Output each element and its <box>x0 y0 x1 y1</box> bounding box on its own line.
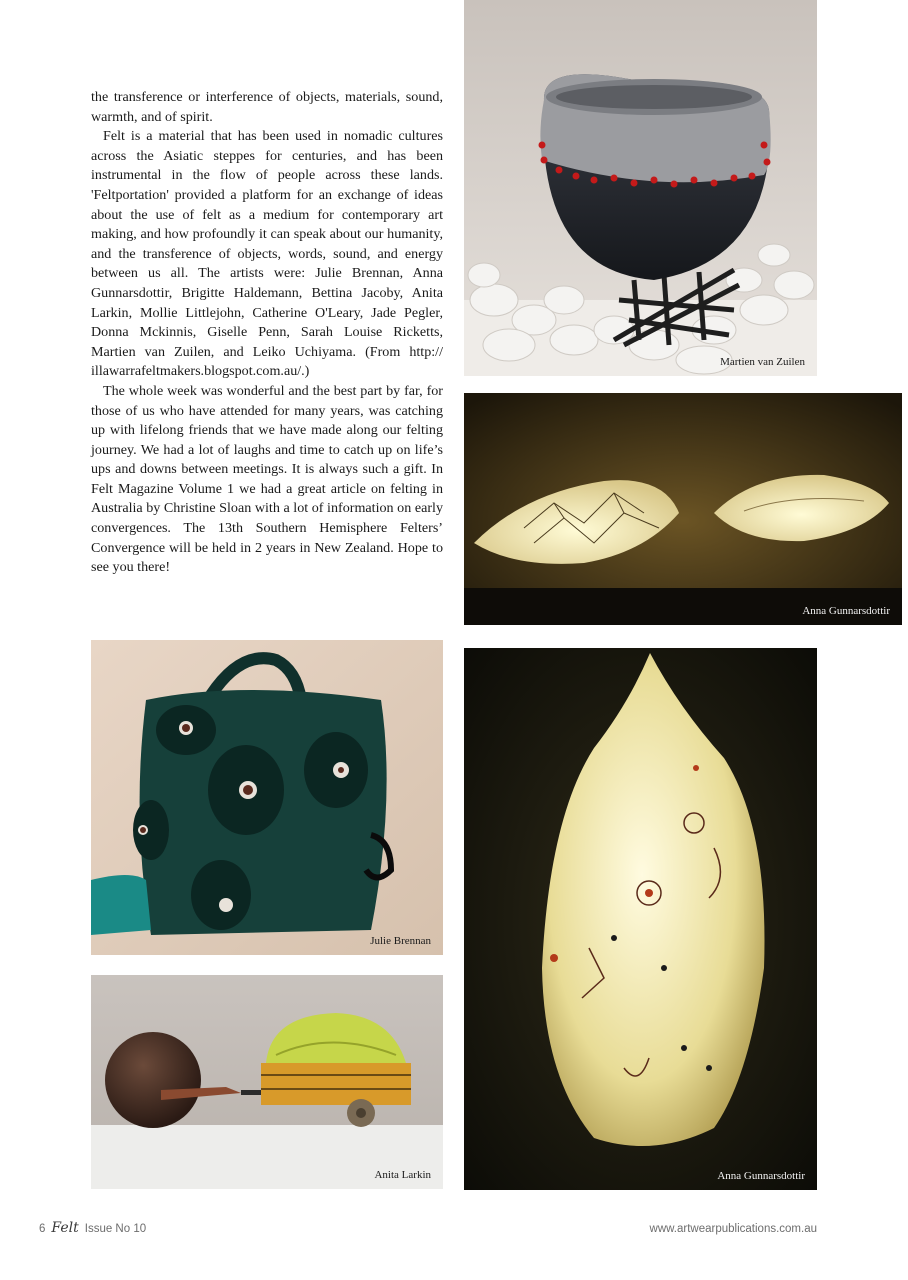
photo-caption: Martien van Zuilen <box>720 356 805 368</box>
page-number: 6 <box>39 1223 46 1235</box>
photo-caption: Anna Gunnarsdottir <box>802 605 890 617</box>
photo-felt-cart <box>91 975 443 1189</box>
article-body <box>91 88 443 578</box>
photo-glowing-pods <box>464 393 902 625</box>
photo-felt-bowl <box>464 0 817 376</box>
article-paragraph: Felt is a material that has been used in nomadic cultures across the Asiatic steppes for centuries, and has been instrumental in the flow of people across these lands. 'Feltportation' provided a platform for an exchange of ideas about the use of felt as a medium for contemporary art making, and how profoundly it can speak about our humanity, and the transference of objects, words, sound, and energy between us all. The artists were: Julie Brennan, Anna Gunnarsdottir, Brigitte Haldemann, Bettina Jacoby, Anita Larkin, Mollie Littlejohn, Catherine O'Leary, Jade Pegler, Donna Mckinnis, Giselle Penn, Sarah Louise Ricketts, Martien van Zuilen, and Leiko Uchiyama. (From http:// illawarrafeltmakers.blogspot.com.au/.) <box>91 128 443 380</box>
photo-caption: Anna Gunnarsdottir <box>717 1170 805 1182</box>
photo-felt-bag <box>91 640 443 955</box>
magazine-logo: Felt <box>51 1220 79 1236</box>
photo-caption: Anita Larkin <box>374 1169 431 1181</box>
article-paragraph: The whole week was wonderful and the best part by far, for those of us who have attended for many years, was catching up with lifelong friends that we have made along our felting journey. We had a lot of laughs and time to catch up on life’s ups and downs between meetings. It is always such a gift. In Felt Magazine Volume 1 we had a great article on felting in Australia by Christine Sloan with a lot of information on early convergences. The 13th Southern Hemisphere Felters’ Convergence will be held in 2 years in New Zealand. Hope to see you there! <box>91 382 443 576</box>
footer-issue-info <box>39 1220 146 1236</box>
issue-number: Issue No 10 <box>84 1223 147 1235</box>
photo-felt-lantern <box>464 648 817 1190</box>
footer-website[interactable]: www.artwearpublications.com.au <box>649 1223 817 1235</box>
article-paragraph: the transference or interference of objects, materials, sound, warmth, and of spirit. <box>91 89 443 125</box>
photo-caption: Julie Brennan <box>370 935 431 947</box>
